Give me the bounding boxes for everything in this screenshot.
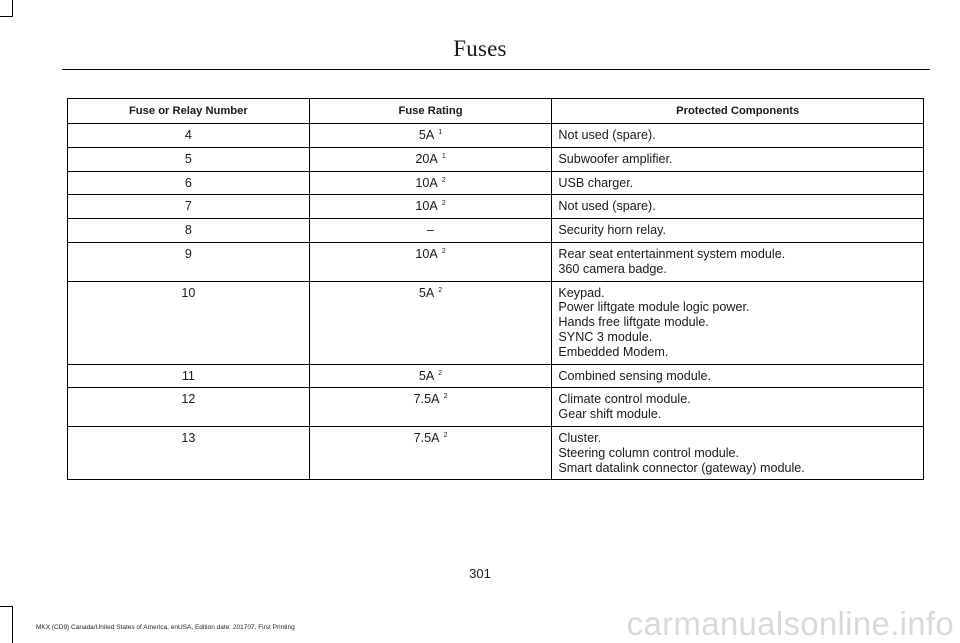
table-row	[68, 195, 924, 219]
fuse-rating-value: 5A	[418, 285, 435, 300]
protected-components-cell	[552, 147, 924, 171]
component-item: Security horn relay.	[558, 223, 666, 238]
column-header-fuse-number: Fuse or Relay Number	[68, 99, 310, 124]
fuse-rating-value: 10A	[415, 246, 438, 261]
fuse-rating-value: 10A	[415, 199, 438, 214]
fuse-rating-cell	[309, 281, 552, 364]
protected-components-cell	[552, 364, 924, 388]
component-item: Smart datalink connector (gateway) module.	[558, 460, 805, 475]
component-item: Climate control module.	[558, 392, 691, 407]
table-body	[68, 124, 924, 480]
crop-mark-top-left	[0, 0, 13, 17]
footnote-marker: 1	[438, 129, 443, 136]
protected-components-cell	[552, 171, 924, 195]
footnote-marker: 1	[441, 152, 446, 160]
table-row	[68, 124, 924, 148]
component-item: Embedded Modem.	[558, 344, 669, 359]
protected-components-cell	[552, 219, 924, 243]
page-title: Fuses	[453, 36, 507, 61]
table-row	[68, 426, 924, 479]
fuse-rating-cell	[309, 364, 552, 388]
component-item: Not used (spare).	[558, 199, 656, 214]
component-item: Subwoofer amplifier.	[558, 151, 673, 166]
component-item: SYNC 3 module.	[558, 329, 653, 344]
fuse-number-cell: 4	[68, 124, 310, 148]
component-item: Steering column control module.	[558, 445, 740, 460]
table-row	[68, 364, 924, 388]
component-item: Hands free liftgate module.	[558, 315, 709, 330]
fuse-number-cell: 5	[68, 147, 310, 171]
watermark: carmanualsonline.info	[626, 605, 954, 642]
fuse-number-cell: 8	[68, 219, 310, 243]
fuse-rating-cell	[309, 426, 552, 479]
component-item: 360 camera badge.	[558, 261, 667, 276]
fuse-table	[67, 98, 924, 480]
component-item: Cluster.	[558, 430, 602, 445]
footnote-marker: 2	[438, 286, 443, 294]
component-item: Not used (spare).	[558, 128, 656, 142]
fuse-number-cell: 9	[68, 242, 310, 281]
fuse-rating-cell	[309, 171, 552, 195]
footnote-marker: 2	[441, 247, 446, 255]
component-item: Rear seat entertainment system module.	[558, 246, 786, 261]
fuse-number-cell: 7	[68, 195, 310, 219]
fuse-rating-cell	[309, 388, 552, 427]
component-item: USB charger.	[558, 175, 634, 190]
fuse-rating-value: 10A	[415, 175, 438, 190]
fuse-rating-cell	[309, 242, 552, 281]
fuse-number-cell: 6	[68, 171, 310, 195]
fuse-rating-value: 20A	[415, 151, 438, 166]
protected-components-cell	[552, 281, 924, 364]
footnote-marker: 2	[441, 176, 446, 184]
fuse-number-cell: 12	[68, 388, 310, 427]
component-item: Power liftgate module logic power.	[558, 300, 750, 315]
protected-components-cell	[552, 124, 924, 148]
table-row	[68, 171, 924, 195]
column-header-protected-components: Protected Components	[552, 99, 924, 124]
table-row	[68, 388, 924, 427]
fuse-rating-cell	[309, 147, 552, 171]
table-row	[68, 242, 924, 281]
crop-mark-bottom-left	[0, 606, 13, 643]
footnote-marker: 2	[443, 393, 448, 401]
table-row	[68, 281, 924, 364]
footnote-marker: 2	[438, 369, 443, 377]
fuse-number-cell: 10	[68, 281, 310, 364]
footnote-marker: 2	[441, 200, 446, 208]
fuse-rating-value: 7.5A	[413, 430, 440, 445]
column-header-fuse-rating: Fuse Rating	[309, 99, 552, 124]
fuse-rating-value: 7.5A	[413, 392, 440, 407]
table-row	[68, 219, 924, 243]
protected-components-cell	[552, 195, 924, 219]
fuse-rating-value: –	[427, 223, 435, 238]
fuse-rating-cell	[309, 195, 552, 219]
header-rule	[62, 69, 930, 70]
protected-components-cell	[552, 388, 924, 427]
protected-components-cell	[552, 426, 924, 479]
component-item: Gear shift module.	[558, 407, 662, 422]
page-number: 301	[469, 566, 491, 581]
table-header-row	[68, 99, 924, 124]
footnote-marker: 2	[443, 431, 448, 439]
table-row	[68, 147, 924, 171]
component-item: Keypad.	[558, 285, 605, 300]
fuse-number-cell: 13	[68, 426, 310, 479]
fuse-rating-cell	[309, 124, 552, 148]
fuse-rating-value: 5A	[418, 128, 435, 142]
component-item: Combined sensing module.	[558, 368, 712, 383]
fuse-rating-value: 5A	[418, 368, 435, 383]
fuse-rating-cell	[309, 219, 552, 243]
fuse-number-cell: 11	[68, 364, 310, 388]
protected-components-cell	[552, 242, 924, 281]
edition-footer: MKX (CD9) Canada/United States of America, enUSA, Edition date: 201707, First Printing	[36, 624, 295, 631]
